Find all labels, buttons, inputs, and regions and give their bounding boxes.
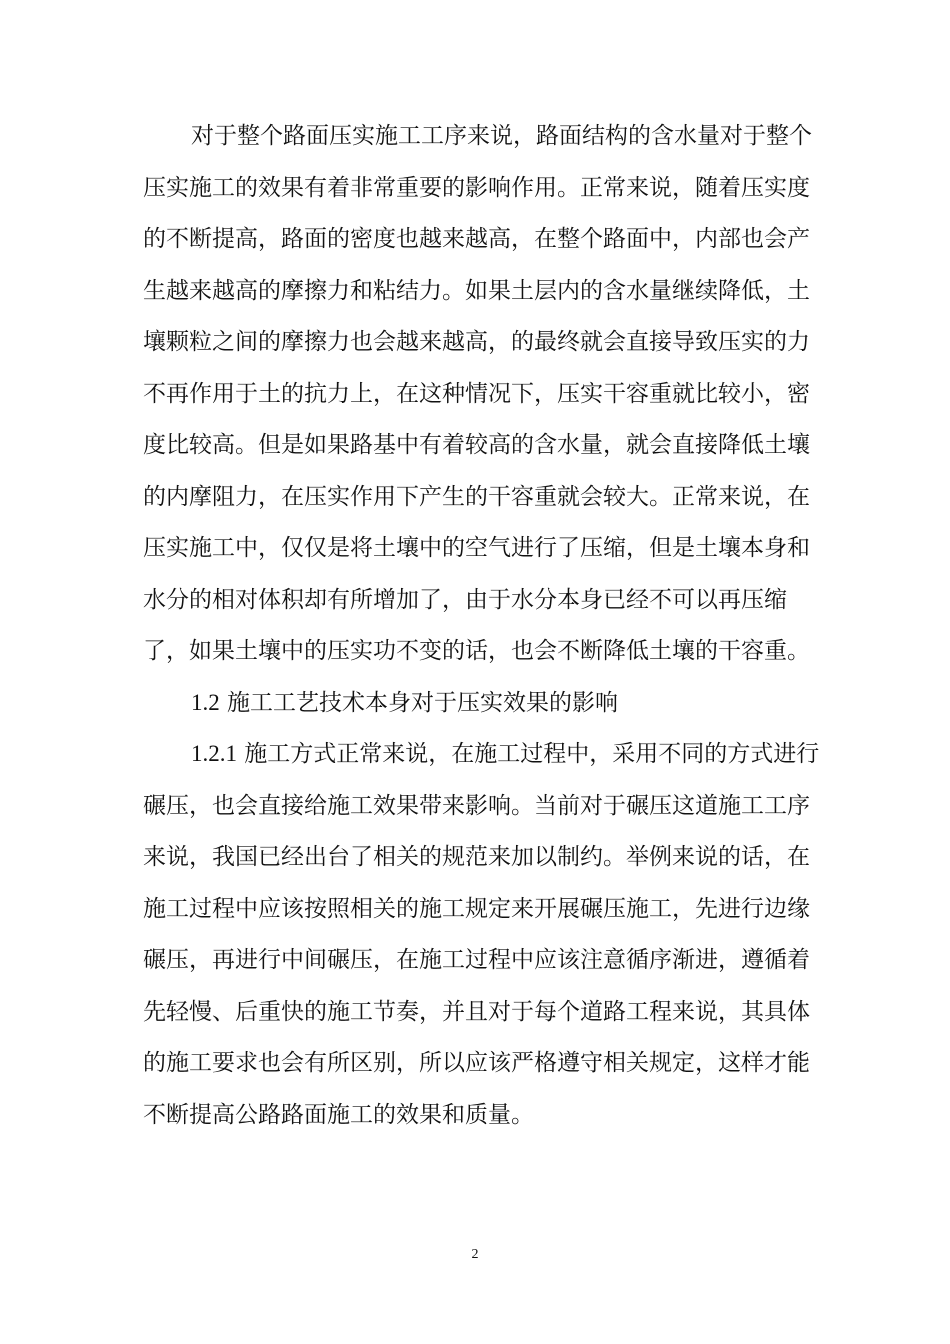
paragraph-1-line-6: 不再作用于土的抗力上，在这种情况下，压实干容重就比较小，密	[143, 381, 810, 407]
paragraph-1-line-3: 的不断提高，路面的密度也越来越高，在整个路面中，内部也会产	[143, 226, 810, 252]
paragraph-1-line-2: 压实施工的效果有着非常重要的影响作用。正常来说，随着压实度	[143, 175, 810, 201]
section-heading-number: 1.2	[191, 690, 220, 715]
paragraph-2-line-4: 施工过程中应该按照相关的施工规定来开展碾压施工，先进行边缘	[143, 896, 810, 922]
paragraph-2-line-8: 不断提高公路路面施工的效果和质量。	[143, 1102, 534, 1128]
paragraph-2-line-6: 先轻慢、后重快的施工节奏，并且对于每个道路工程来说，其具体	[143, 999, 810, 1025]
subsection-number: 1.2.1	[191, 741, 237, 766]
paragraph-2-line-7: 的施工要求也会有所区别，所以应该严格遵守相关规定，这样才能	[143, 1050, 810, 1076]
paragraph-1-line-9: 压实施工中，仅仅是将土壤中的空气进行了压缩，但是土壤本身和	[143, 535, 810, 561]
section-heading-text: 施工工艺技术本身对于压实效果的影响	[219, 690, 619, 716]
paragraph-2-line-1	[0, 739, 950, 769]
paragraph-1-line-5: 壤颗粒之间的摩擦力也会越来越高，的最终就会直接导致压实的力	[143, 329, 810, 355]
paragraph-1-line-4: 生越来越高的摩擦力和粘结力。如果土层内的含水量继续降低，土	[143, 278, 810, 304]
paragraph-1-line-1: 对于整个路面压实施工工序来说，路面结构的含水量对于整个	[191, 123, 812, 149]
paragraph-2-line-2: 碾压，也会直接给施工效果带来影响。当前对于碾压这道施工工序	[143, 793, 810, 819]
paragraph-1-line-7: 度比较高。但是如果路基中有着较高的含水量，就会直接降低土壤	[143, 432, 810, 458]
page-number: 2	[471, 1247, 479, 1262]
paragraph-1-line-8: 的内摩阻力，在压实作用下产生的干容重就会较大。正常来说，在	[143, 484, 810, 510]
paragraph-2-line-3: 来说，我国已经出台了相关的规范来加以制约。举例来说的话，在	[143, 844, 810, 870]
paragraph-2-line-1-text: 施工方式正常来说，在施工过程中，采用不同的方式进行	[237, 741, 820, 767]
paragraph-1-line-10: 水分的相对体积却有所增加了，由于水分本身已经不可以再压缩	[143, 587, 787, 613]
paragraph-1-line-11: 了，如果土壤中的压实功不变的话，也会不断降低土壤的干容重。	[143, 638, 810, 664]
paragraph-2-line-5: 碾压，再进行中间碾压，在施工过程中应该注意循序渐进，遵循着	[143, 947, 810, 973]
section-heading	[0, 688, 950, 718]
